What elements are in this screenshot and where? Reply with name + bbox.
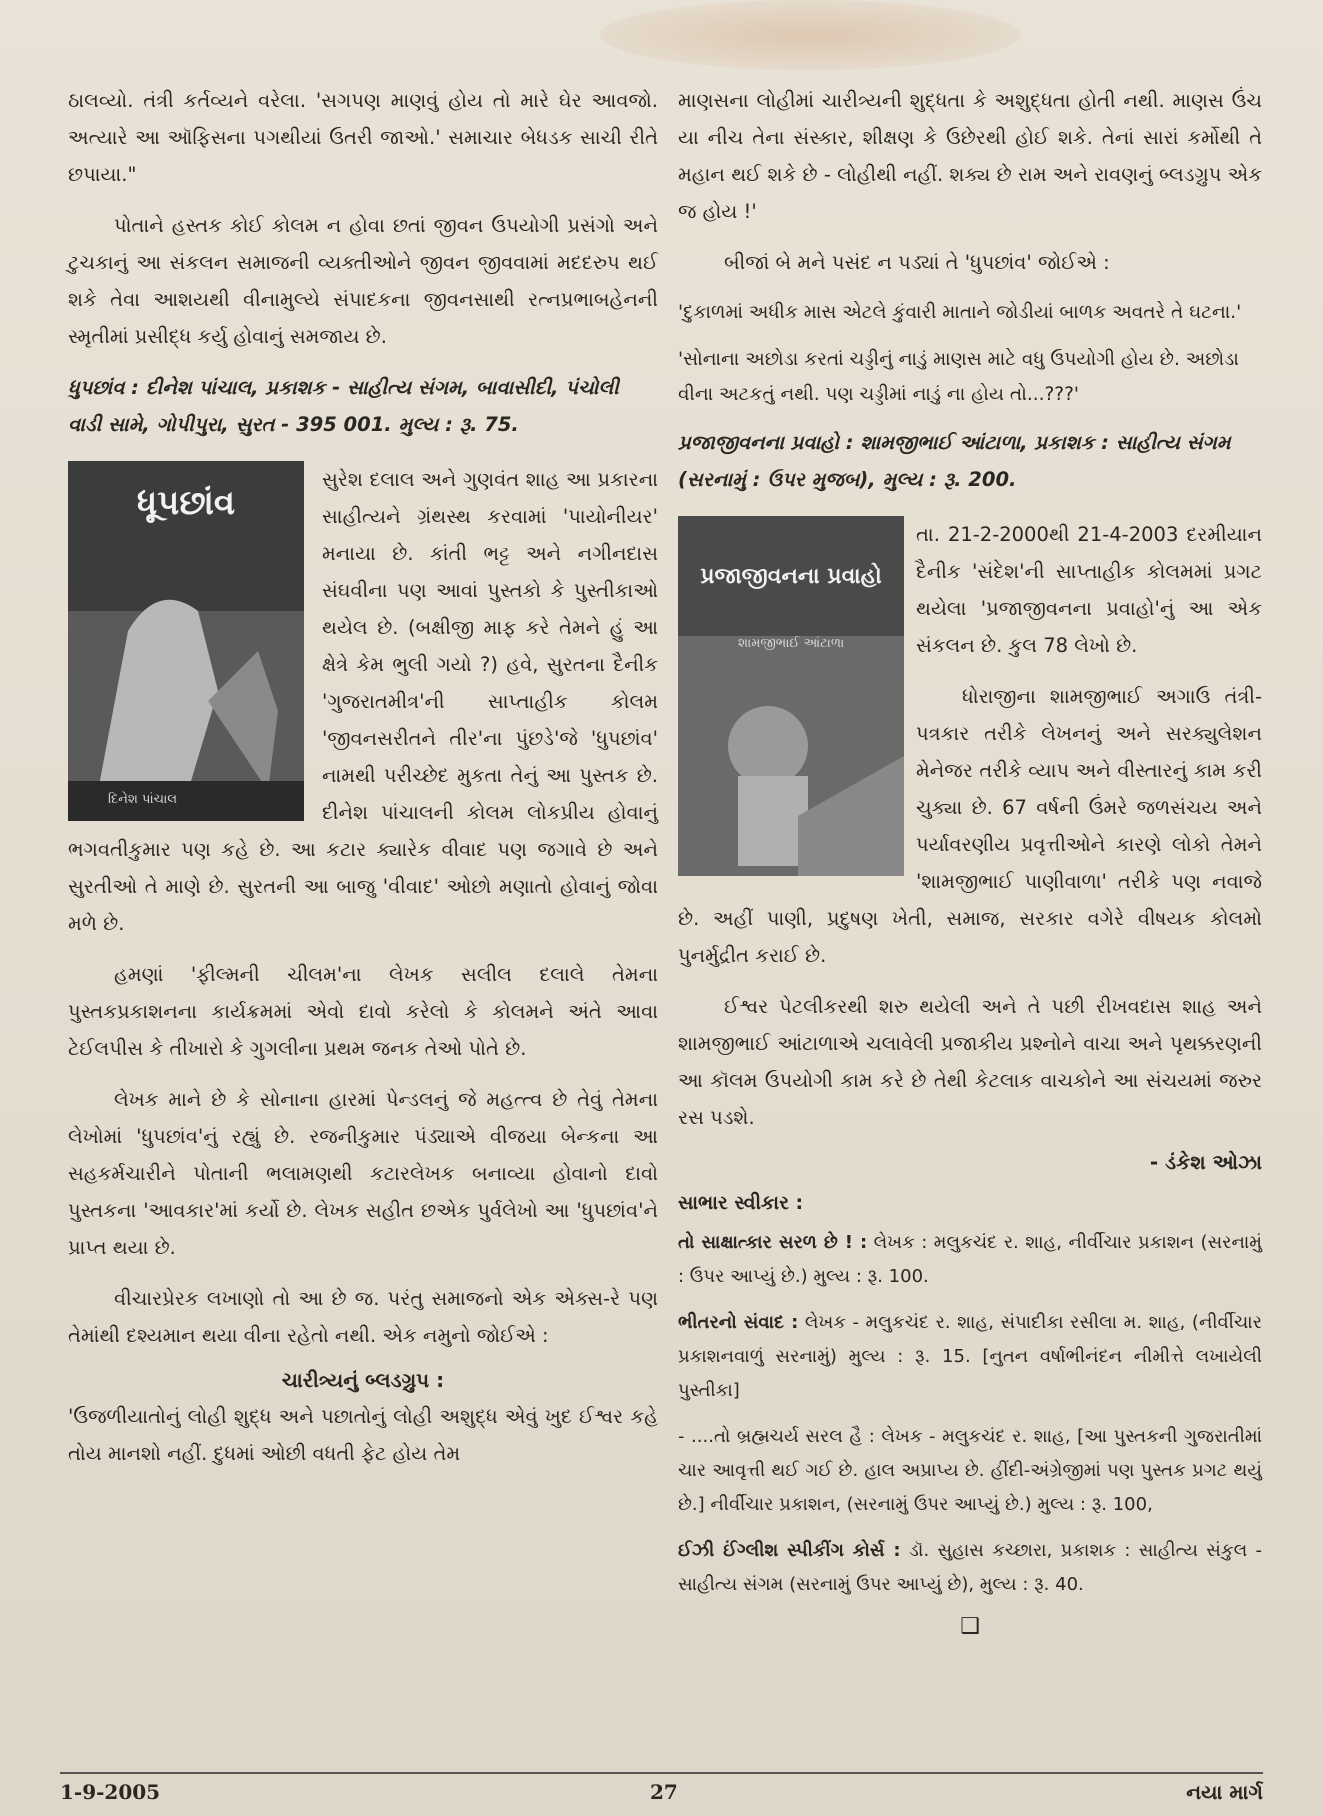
left-column [68, 82, 658, 1486]
cover-author: દિનેશ પાંચાલ [108, 792, 178, 807]
issue-date: 1-9-2005 [60, 1780, 161, 1804]
ack-details: - ....તો બ્રહ્મચર્ય સરલ હૈ : લેખક - મલુકચંદ ર. શાહ, [આ પુસ્તકની ગુજરાતીમાં ચાર આવૃત્તી થઈ ગઈ છે. હાલ અપ્રાપ્ય છે. હીંદી-અંગ્રેજીમાં પણ પુસ્તક પ્રગટ થયું છે.] નીર્વીચાર પ્રકાશન, (સરનામું ઉપર આપ્યું છે.) મુલ્ય : રૂ. 100, [678, 1426, 1262, 1515]
acknowledgement-item [678, 1226, 1262, 1294]
page-number: 27 [650, 1780, 678, 1804]
paragraph: સુરેશ દલાલ અને ગુણવંત શાહ આ પ્રકારના સાહીત્યને ગ્રંથસ્થ કરવામાં 'પાયોનીયર' મનાયા છે. કાંતી ભટ્ટ અને નગીનદાસ સંઘવીના પણ આવાં પુસ્તકો કે પુસ્તીકાઓ થયેલ છે. (બક્ષીજી માફ કરે તેમને હું આ ક્ષેત્રે કેમ ભુલી ગયો ?) હવે, સુરતના દૈનીક 'ગુજરાતમીત્ર'ની સાપ્તાહીક કોલમ 'જીવનસરીતને તીર'ના પુંછડે'જે 'ધુપછાંવ' નામથી પરીચ્છેદ મુકતા તેનું આ પુસ્તક છે. દીનેશ પાંચાલની કોલમ લોકપ્રીય હોવાનું ભગવતીકુમાર પણ કહે છે. આ કટાર ક્યારેક વીવાદ પણ જગાવે છે અને સુરતીઓ તે માણે છે. સુરતની આ બાજુ 'વીવાદ' ઓછો મણાતો હોવાનું જોવા મળે છે. [68, 468, 658, 935]
ack-book-title: ઈઝી ઈંગ્લીશ સ્પીકીંગ કોર્સ : [678, 1540, 901, 1561]
cover-title: પ્રજાજીવનના પ્રવાહો [700, 564, 882, 589]
ack-book-title: તો સાક્ષાત્કાર સરળ છે ! : [678, 1232, 868, 1253]
cover-author: શામજીભાઈ આંટાળા [738, 636, 845, 651]
paragraph: બીજાં બે મને પસંદ ન પડ્યાં તે 'ધુપછાંવ' જોઈએ : [724, 251, 1110, 274]
end-mark-icon: ❑ [960, 1614, 980, 1639]
book-cover-image [678, 516, 904, 876]
ack-details: લેખક - મલુકચંદ ર. શાહ, સંપાદીકા રસીલા મ. શાહ, (નીર્વીચાર પ્રકાશનવાળું સરનામું) મુલ્ય : રૂ. 15. [નુતન વર્ષાભીનંદન નીમીત્તે લખાયેલી પુસ્તીકા] [678, 1312, 1262, 1401]
right-column [678, 82, 1262, 1639]
acknowledgement-item [678, 1306, 1262, 1408]
ack-book-title: ભીતરનો સંવાદ : [678, 1312, 799, 1333]
paragraph: ધોરાજીના શામજીભાઈ અગાઉ તંત્રી-પત્રકાર તરીકે લેખનનું અને સરક્યુલેશન મેનેજર તરીકે વ્યાપ અને વીસ્તારનું કામ કરી ચુક્યા છે. 67 વર્ષની ઉંમરે જળસંચય અને પર્યાવરણીય પ્રવૃત્તીઓને કારણે લોકો તેમને 'શામજીભાઈ પાણીવાળા' તરીકે પણ નવાજે છે. અહીં પાણી, પ્રદુષણ ખેતી, સમાજ, સરકાર વગેરે વીષયક કોલમો પુનર્મુદ્રીત કરાઈ છે. [678, 685, 1262, 967]
signature: - ડંકેશ ઓઝા [1149, 1150, 1262, 1174]
book-info: પ્રજાજીવનના પ્રવાહો : શામજીભાઈ આંટાળા, પ્રકાશક : સાહીત્ય સંગમ (સરનામું : ઉપર મુજબ), મુલ્ય : રૂ. 200. [678, 431, 1231, 491]
quote: 'દુકાળમાં અધીક માસ એટલે કુંવારી માતાને જોડીયાં બાળક અવતરે તે ઘટના.' [678, 302, 1242, 323]
paragraph: માણસના લોહીમાં ચારીત્ર્યની શુદ્ધતા કે અશુદ્ધતા હોતી નથી. માણસ ઉંચ યા નીચ તેના સંસ્કાર, શીક્ષણ કે ઉછેરથી હોઈ શકે. તેનાં સારાં કર્મોથી તે મહાન થઈ શકે છે - લોહીથી નહીં. શક્ય છે રામ અને રાવણનું બ્લડગ્રુપ એક જ હોય !' [678, 89, 1262, 223]
paragraph: 'ઉજળીયાતોનું લોહી શુદ્ધ અને પછાતોનું લોહી અશુદ્ધ એવું ખુદ ઈશ્વર કહે તોય માનશો નહીં. દુધમાં ઓછી વધતી ફેટ હોય તેમ [68, 1405, 658, 1465]
paragraph: પોતાને હસ્તક કોઈ કોલમ ન હોવા છતાં જીવન ઉપયોગી પ્રસંગો અને ટુચકાનું આ સંકલન સમાજની વ્યક્તીઓને જીવન જીવવામાં મદદરુપ થઈ શકે તેવા આશયથી વીનામુલ્યે સંપાદકના જીવનસાથી રત્નપ્રભાબહેનની સ્મૃતીમાં પ્રસીદ્ધ કર્યુ હોવાનું સમજાય છે. [68, 214, 658, 348]
page-footer [60, 1772, 1263, 1804]
quote: 'સોનાના અછોડા કરતાં ચડ્ડીનું નાડું માણસ માટે વધુ ઉપયોગી હોય છે. અછોડા વીના અટકતું નથી. પણ ચડ્ડીમાં નાડું ના હોય તો...???' [678, 349, 1239, 405]
ack-details: ડૉ. સુહાસ કચ્છારા, પ્રકાશક : સાહીત્ય સંકુલ - સાહીત્ય સંગમ (સરનામું ઉપર આપ્યું છે), મુલ્ય : રૂ. 40. [678, 1540, 1262, 1595]
section-heading: ચારીત્ર્યનું બ્લડગ્રુપ : [281, 1368, 445, 1392]
ack-details: લેખક : મલુકચંદ ર. શાહ, નીર્વીચાર પ્રકાશન (સરનામું : ઉપર આપ્યું છે.) મુલ્ય : રૂ. 100. [678, 1232, 1262, 1287]
acknowledgement-title: સાભાર સ્વીકાર : [678, 1192, 804, 1214]
cover-title: ધૂપછાંવ [136, 483, 236, 523]
paragraph: હમણાં 'ફીલ્મની ચીલમ'ના લેખક સલીલ દલાલે તેમના પુસ્તકપ્રકાશનના કાર્યક્રમમાં એવો દાવો કરેલો કે કોલમને અંતે આવા ટેઈલપીસ કે તીખારો કે ગુગલીના પ્રથમ જનક તેઓ પોતે છે. [68, 963, 658, 1060]
book-info: ધુપછાંવ : દીનેશ પાંચાલ, પ્રકાશક - સાહીત્ય સંગમ, બાવાસીદી, પંચોલી વાડી સામે, ગોપીપુરા, સુરત - 395 001. મુલ્ય : રૂ. 75. [68, 376, 619, 436]
paragraph: તા. 21-2-2000થી 21-4-2003 દરમીયાન દૈનીક 'સંદેશ'ની સાપ્તાહીક કોલમમાં પ્રગટ થયેલા 'પ્રજાજીવનના પ્રવાહો'નું આ એક સંકલન છે. કુલ 78 લેખો છે. [916, 523, 1262, 657]
paragraph: ઈશ્વર પેટલીકરથી શરુ થયેલી અને તે પછી રીખવદાસ શાહ અને શામજીભાઈ આંટાળાએ ચલાવેલી પ્રજાકીય પ્રશ્નોને વાચા અને પૃથક્કરણની આ કૉલમ ઉપયોગી કામ કરે છે તેથી કેટલાક વાચકોને આ સંચયમાં જરુર રસ પડશે. [678, 995, 1262, 1129]
paragraph: વીચારપ્રેરક લખાણો તો આ છે જ. પરંતુ સમાજનો એક એક્સ-રે પણ તેમાંથી દશ્યમાન થયા વીના રહેતો નથી. એક નમુનો જોઈએ : [68, 1287, 658, 1347]
acknowledgement-item [678, 1420, 1262, 1522]
acknowledgement-item [678, 1534, 1262, 1602]
paragraph: લેખક માને છે કે સોનાના હારમાં પેન્ડલનું જે મહત્ત્વ છે તેવું તેમના લેખોમાં 'ધુપછાંવ'નું રહ્યું છે. રજનીકુમાર પંડ્યાએ વીજયા બેન્કના આ સહકર્મચારીને પોતાની ભલામણથી કટારલેખક બનાવ્યા હોવાનો દાવો પુસ્તકના 'આવકાર'માં કર્યો છે. લેખક સહીત છએક પુર્વલેખો આ 'ધુપછાંવ'ને પ્રાપ્ત થયા છે. [68, 1088, 658, 1259]
paragraph: ઠાલવ્યો. તંત્રી કર્તવ્યને વરેલા. 'સગપણ માણવું હોય તો મારે ઘેર આવજો. અત્યારે આ ઑફિસના પગથીયાં ઉતરી જાઓ.' સમાચાર બેધડક સાચી રીતે છપાયા." [68, 89, 658, 186]
magazine-name: નયા માર્ગ [1186, 1780, 1263, 1804]
book-cover-image [68, 461, 304, 821]
